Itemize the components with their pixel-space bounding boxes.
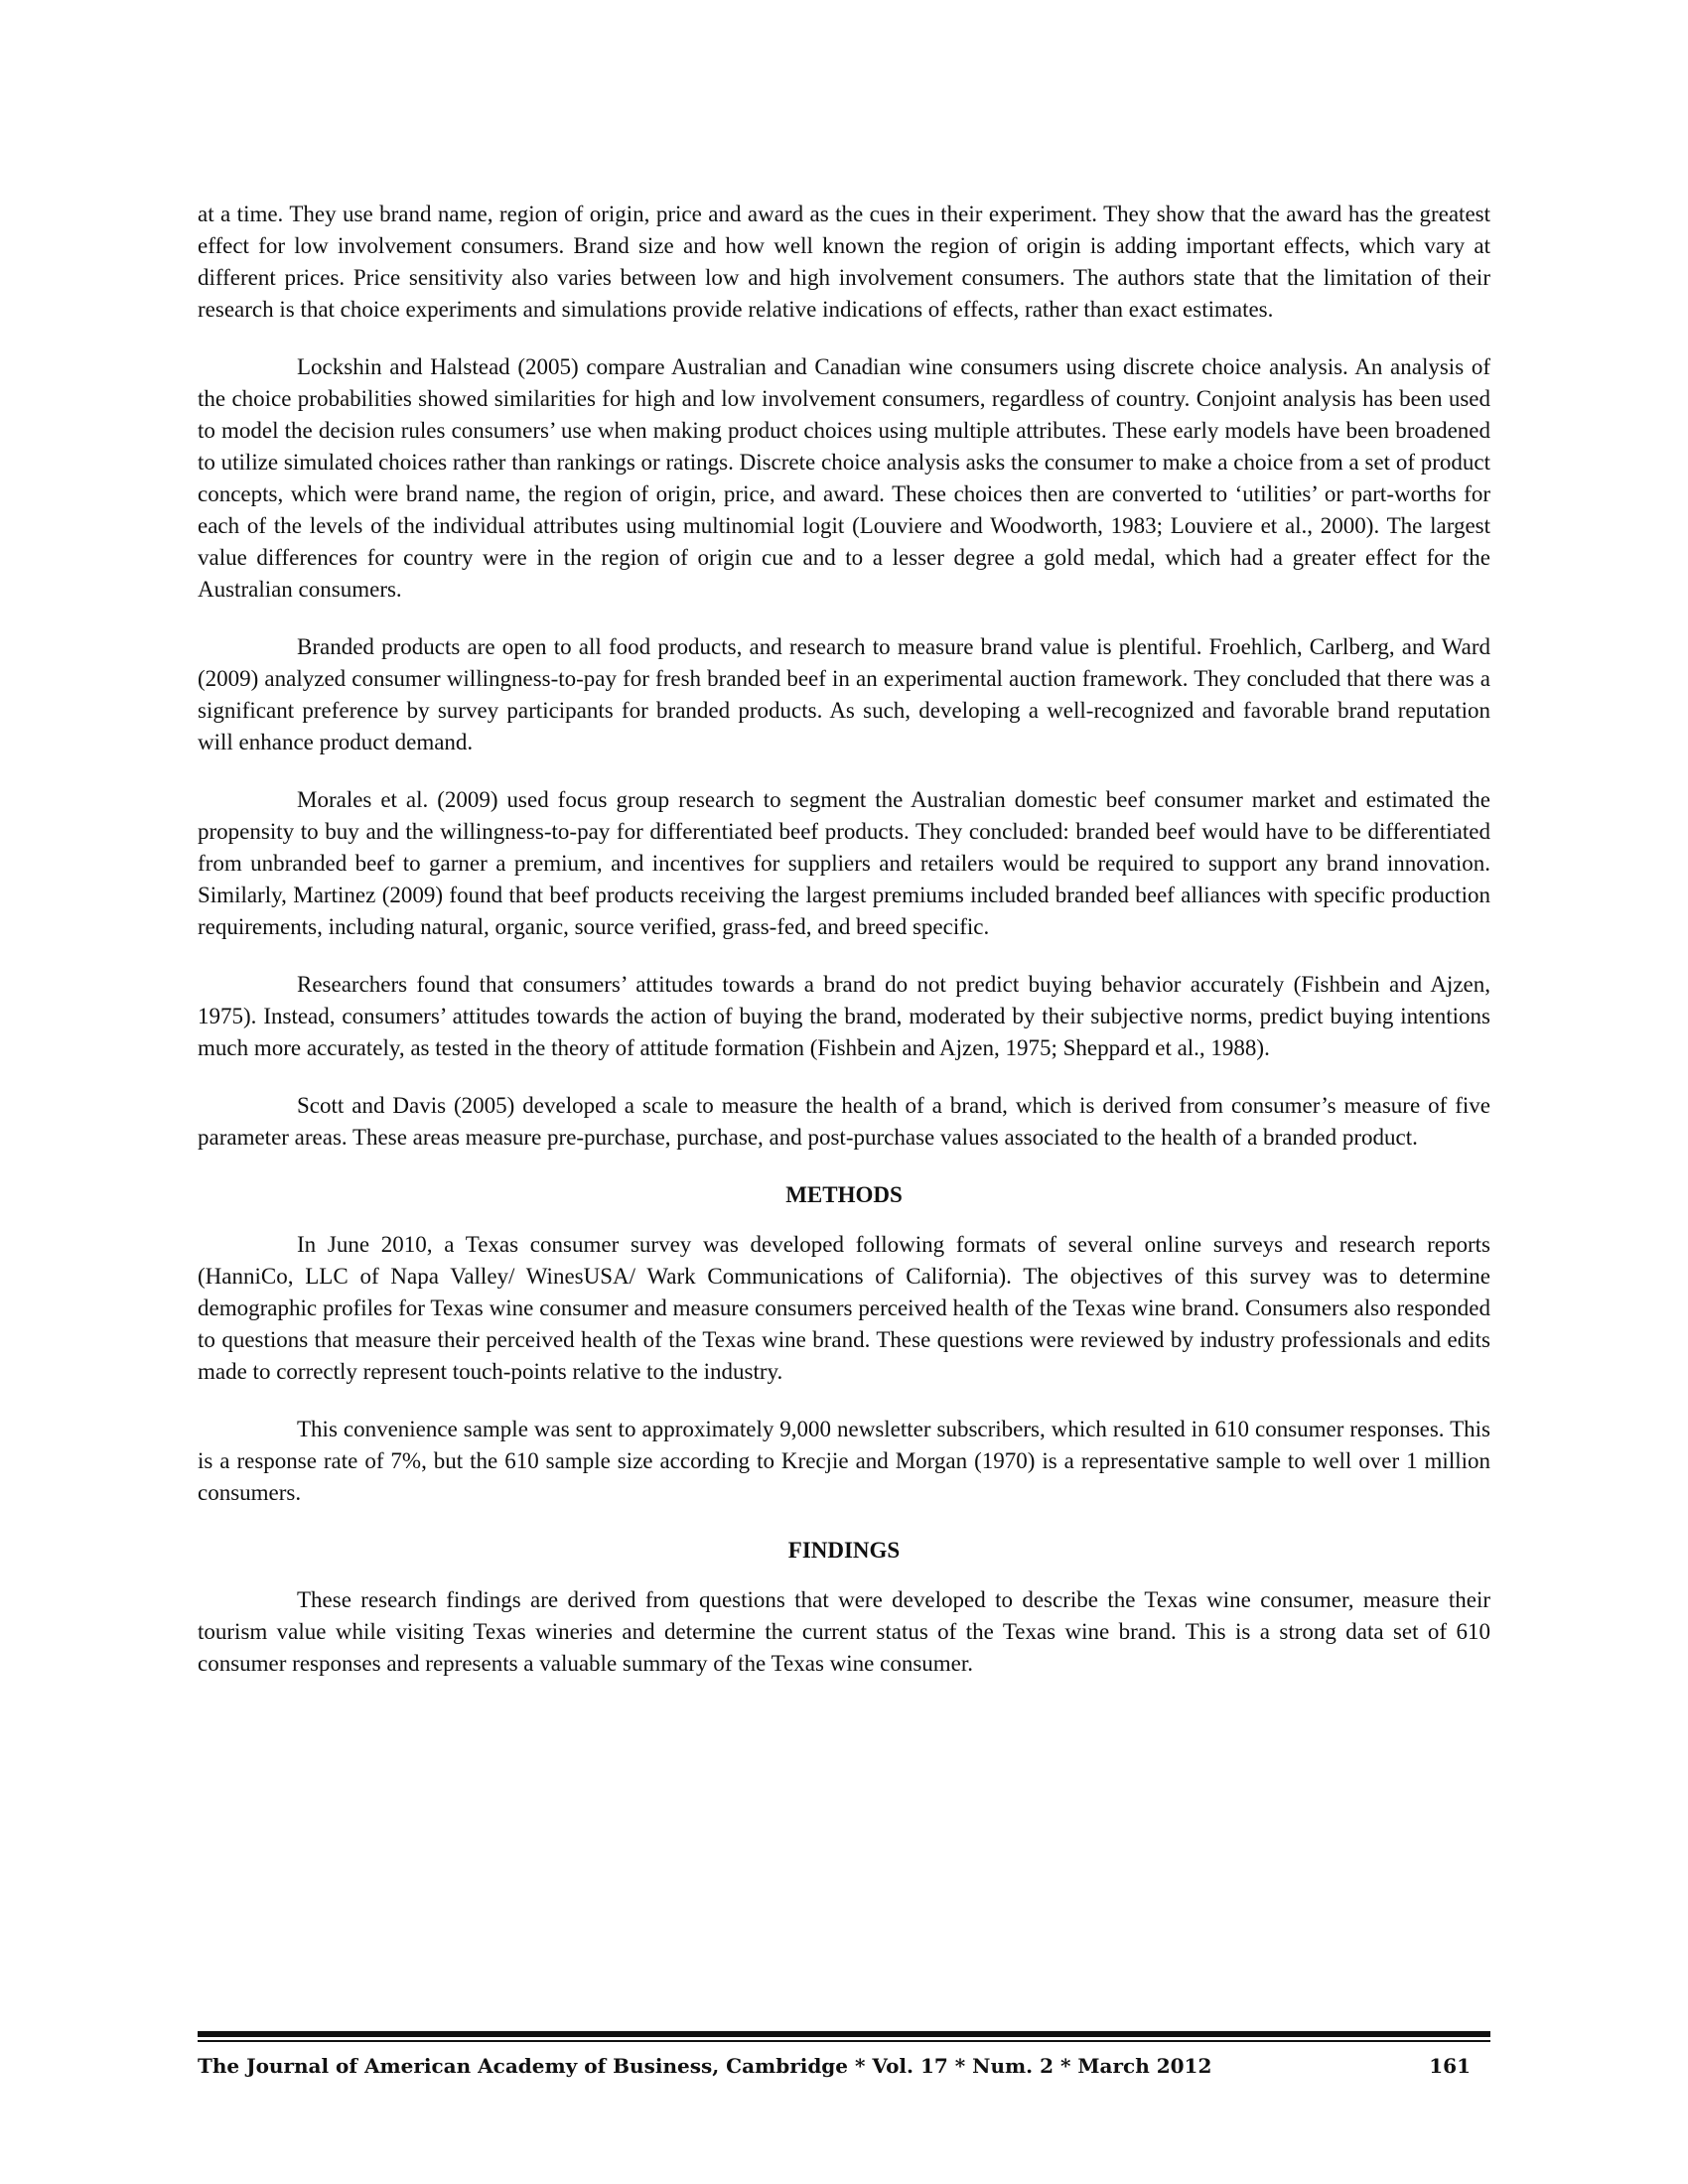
body-paragraph: Morales et al. (2009) used focus group research to segment the Australian domestic beef consumer market and estimated the propensity to buy and the willingness-to-pay for differentiated beef products. They concluded: branded beef would have to be differentiated from unbranded beef to garner a premium, and incentives for suppliers and retailers would be required to support any brand innovation. Similarly, Martinez (2009) found that beef products receiving the largest premiums included branded beef alliances with specific production requirements, including natural, organic, source verified, grass-fed, and breed specific. (198, 787, 1490, 939)
methods-paragraph: This convenience sample was sent to approximately 9,000 newsletter subscribers, which resulted in 610 consumer responses. This is a response rate of 7%, but the 610 sample size according to Krecjie and Morgan (1970) is a representative sample to well over 1 million consumers. (198, 1417, 1490, 1505)
page-body (198, 199, 1490, 1706)
page-footer (198, 2051, 1490, 2081)
body-paragraph: Scott and Davis (2005) developed a scale to measure the health of a brand, which is derived from consumer’s measure of five parameter areas. These areas measure pre-purchase, purchase, and post-purchase values associated to the health of a branded product. (198, 1093, 1490, 1150)
body-paragraph: Researchers found that consumers’ attitudes towards a brand do not predict buying behavior accurately (Fishbein and Ajzen, 1975). Instead, consumers’ attitudes towards the action of buying the brand, moderated by their subjective norms, predict buying intentions much more accurately, as tested in the theory of attitude formation (Fishbein and Ajzen, 1975; Sheppard et al., 1988). (198, 972, 1490, 1060)
page-number: 161 (1429, 2054, 1471, 2078)
methods-heading: METHODS (785, 1182, 903, 1207)
findings-heading: FINDINGS (787, 1538, 901, 1563)
body-paragraph: Lockshin and Halstead (2005) compare Australian and Canadian wine consumers using discrete choice analysis. An analysis of the choice probabilities showed similarities for high and low involvement consumers, regardless of country. Conjoint analysis has been used to model the decision rules consumers’ use when making product choices using multiple attributes. These early models have been broadened to utilize simulated choices rather than rankings or ratings. Discrete choice analysis asks the consumer to make a choice from a set of product concepts, which were brand name, the region of origin, price, and award. These choices then are converted to ‘utilities’ or part-worths for each of the levels of the individual attributes using multinomial logit (Louviere and Woodworth, 1983; Louviere et al., 2000). The largest value differences for country were in the region of origin cue and to a lesser degree a gold medal, which had a greater effect for the Australian consumers. (198, 354, 1490, 602)
methods-paragraph: In June 2010, a Texas consumer survey was developed following formats of several online surveys and research reports (HanniCo, LLC of Napa Valley/ WinesUSA/ Wark Communications of California). The objectives of this survey was to determine demographic profiles for Texas wine consumer and measure consumers perceived health of the Texas wine brand. Consumers also responded to questions that measure their perceived health of the Texas wine brand. These questions were reviewed by industry professionals and edits made to correctly represent touch-points relative to the industry. (198, 1232, 1490, 1384)
body-paragraph-continued: at a time. They use brand name, region of origin, price and award as the cues in their experiment. They show that the award has the greatest effect for low involvement consumers. Brand size and how well known the region of origin is adding important effects, which vary at different prices. Price sensitivity also varies between low and high involvement consumers. The authors state that the limitation of their research is that choice experiments and simulations provide relative indications of effects, rather than exact estimates. (198, 202, 1490, 322)
journal-citation: The Journal of American Academy of Business, Cambridge * Vol. 17 * Num. 2 * March 2012 (198, 2054, 1212, 2078)
footer-rule-thin (198, 2040, 1490, 2042)
findings-paragraph: These research findings are derived from questions that were developed to describe the Texas wine consumer, measure their tourism value while visiting Texas wineries and determine the current status of the Texas wine brand. This is a strong data set of 610 consumer responses and represents a valuable summary of the Texas wine consumer. (198, 1587, 1490, 1676)
footer-rule-thick (198, 2031, 1490, 2037)
body-paragraph: Branded products are open to all food products, and research to measure brand value is plentiful. Froehlich, Carlberg, and Ward (2009) analyzed consumer willingness-to-pay for fresh branded beef in an experimental auction framework. They concluded that there was a significant preference by survey participants for branded products. As such, developing a well-recognized and favorable brand reputation will enhance product demand. (198, 634, 1490, 754)
